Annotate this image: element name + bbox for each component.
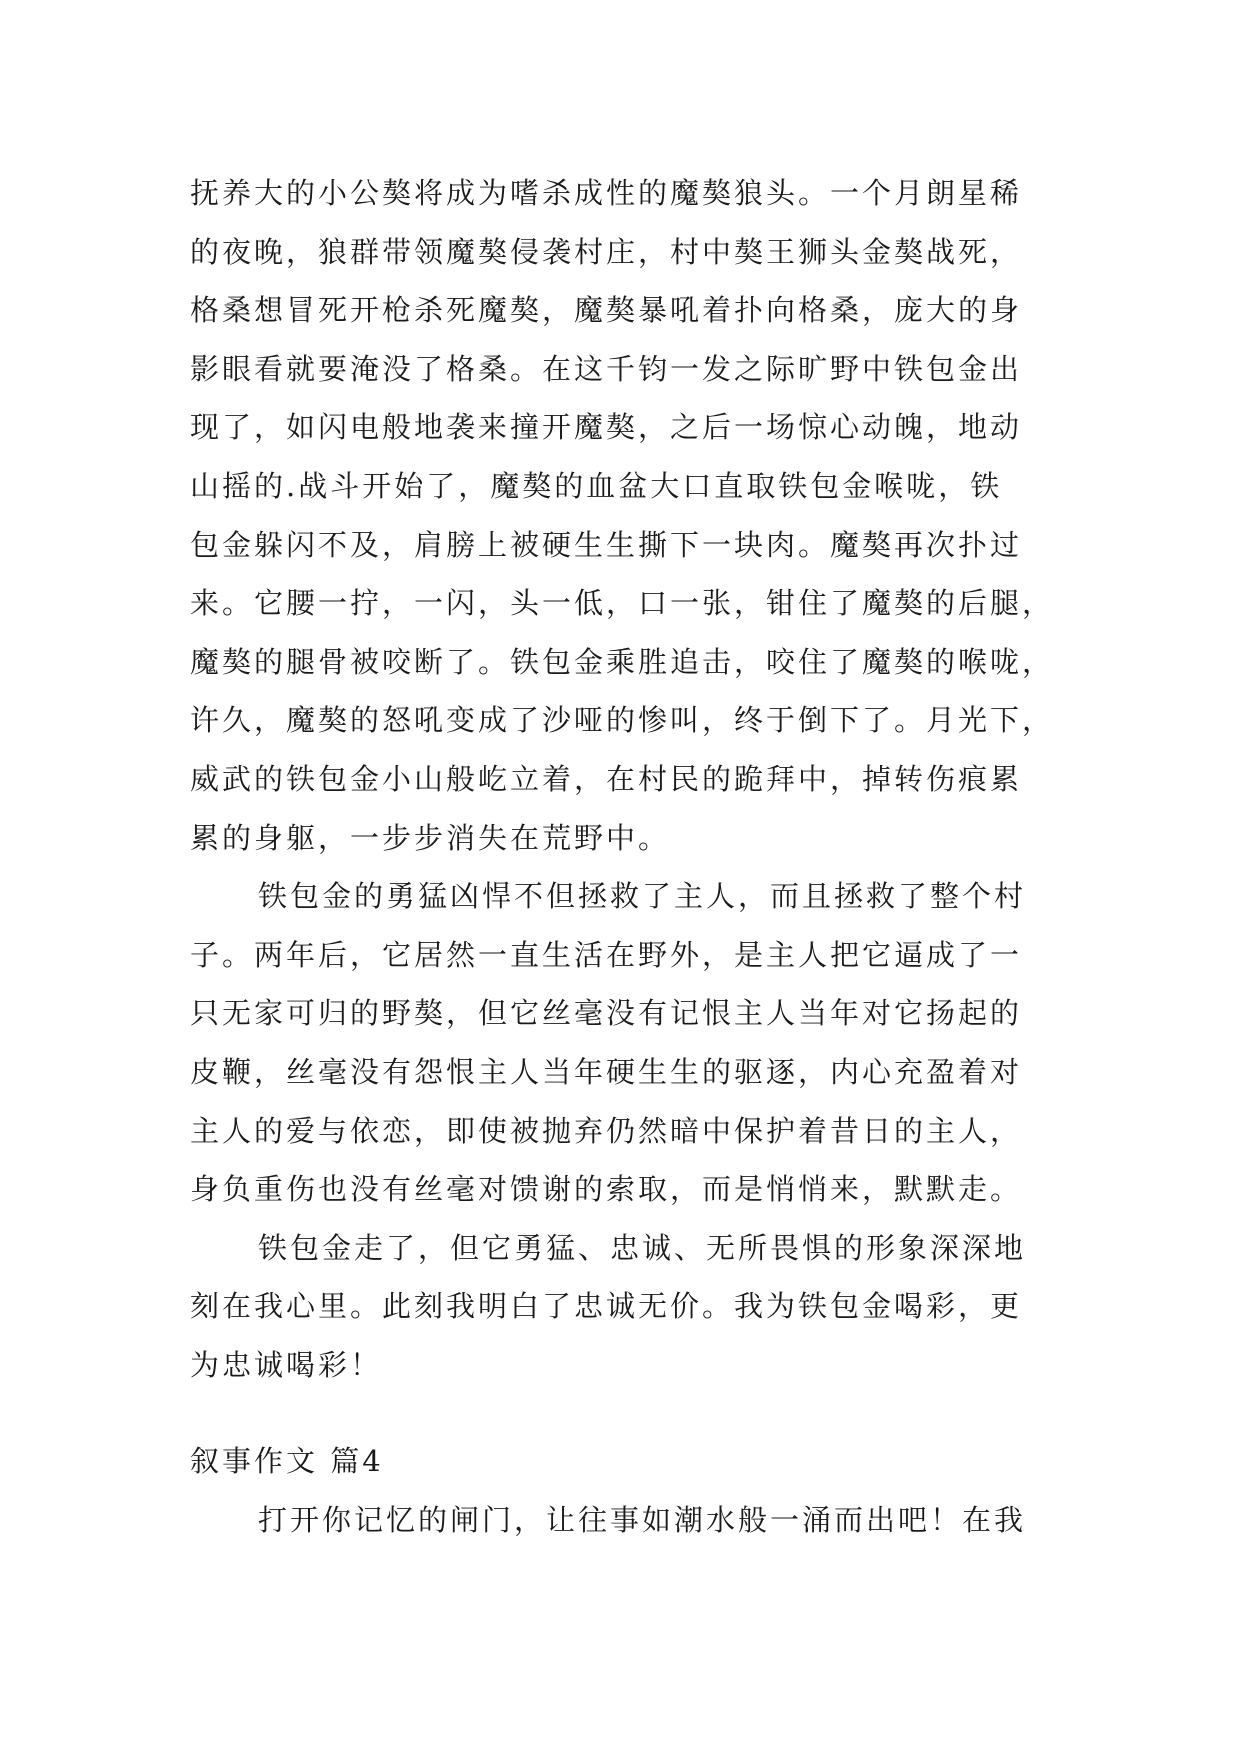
text-line: 刻在我心里。此刻我明白了忠诚无价。我为铁包金喝彩，更 <box>190 1289 1023 1324</box>
paragraph-2 <box>190 867 1070 1219</box>
text-line: 子。两年后，它居然一直生活在野外，是主人把它逼成了一 <box>190 937 1023 972</box>
text-line: 身负重伤也没有丝毫对馈谢的索取，而是悄悄来，默默走。 <box>190 1172 1023 1207</box>
text-line: 威武的铁包金小山般屹立着，在村民的跪拜中，掉转伤痕累 <box>190 761 1023 796</box>
text-line: 抚养大的小公獒将成为嗜杀成性的魔獒狼头。一个月朗星稀 <box>190 176 1023 210</box>
text-line: 打开你记忆的闸门，让往事如潮水般一涌而出吧！在我 <box>258 1502 1027 1537</box>
paragraph-1 <box>190 164 1070 867</box>
text-line: 现了，如闪电般地袭来撞开魔獒，之后一场惊心动魄，地动 <box>190 410 1023 445</box>
text-line: 格桑想冒死开枪杀死魔獒，魔獒暴吼着扑向格桑，庞大的身 <box>190 293 1023 328</box>
paragraph-3 <box>190 1219 1070 1395</box>
text-line: 为忠诚喝彩！ <box>190 1347 383 1382</box>
text-line: 累的身躯，一步步消失在荒野中。 <box>190 820 671 855</box>
section-block <box>190 1432 1070 1549</box>
text-line: 影眼看就要淹没了格桑。在这千钧一发之际旷野中铁包金出 <box>190 351 1023 386</box>
text-line: 皮鞭，丝毫没有怨恨主人当年硬生生的驱逐，内心充盈着对 <box>190 1054 1023 1089</box>
text-line: 山摇的.战斗开始了，魔獒的血盆大口直取铁包金喉咙，铁 <box>190 468 1003 503</box>
text-line: 铁包金走了，但它勇猛、忠诚、无所畏惧的形象深深地 <box>258 1230 1027 1265</box>
text-line: 魔獒的腿骨被咬断了。铁包金乘胜追击，咬住了魔獒的喉咙， <box>190 644 1055 679</box>
text-line: 铁包金的勇猛凶悍不但拯救了主人，而且拯救了整个村 <box>258 879 1027 914</box>
text-line: 主人的爱与依恋，即使被抛弃仍然暗中保护着昔日的主人， <box>190 1113 1023 1148</box>
body-text <box>190 164 1070 1394</box>
text-line: 包金躲闪不及，肩膀上被硬生生撕下一块肉。魔獒再次扑过 <box>190 527 1023 562</box>
text-line: 许久，魔獒的怒吼变成了沙哑的惨叫，终于倒下了。月光下， <box>190 703 1055 738</box>
text-line: 的夜晚，狼群带领魔獒侵袭村庄，村中獒王狮头金獒战死， <box>190 234 1023 269</box>
section-heading: 叙事作文 篇4 <box>190 1444 384 1478</box>
text-line: 来。它腰一拧，一闪，头一低，口一张，钳住了魔獒的后腿， <box>190 586 1055 621</box>
text-line: 只无家可归的野獒，但它丝毫没有记恨主人当年对它扬起的 <box>190 996 1023 1031</box>
